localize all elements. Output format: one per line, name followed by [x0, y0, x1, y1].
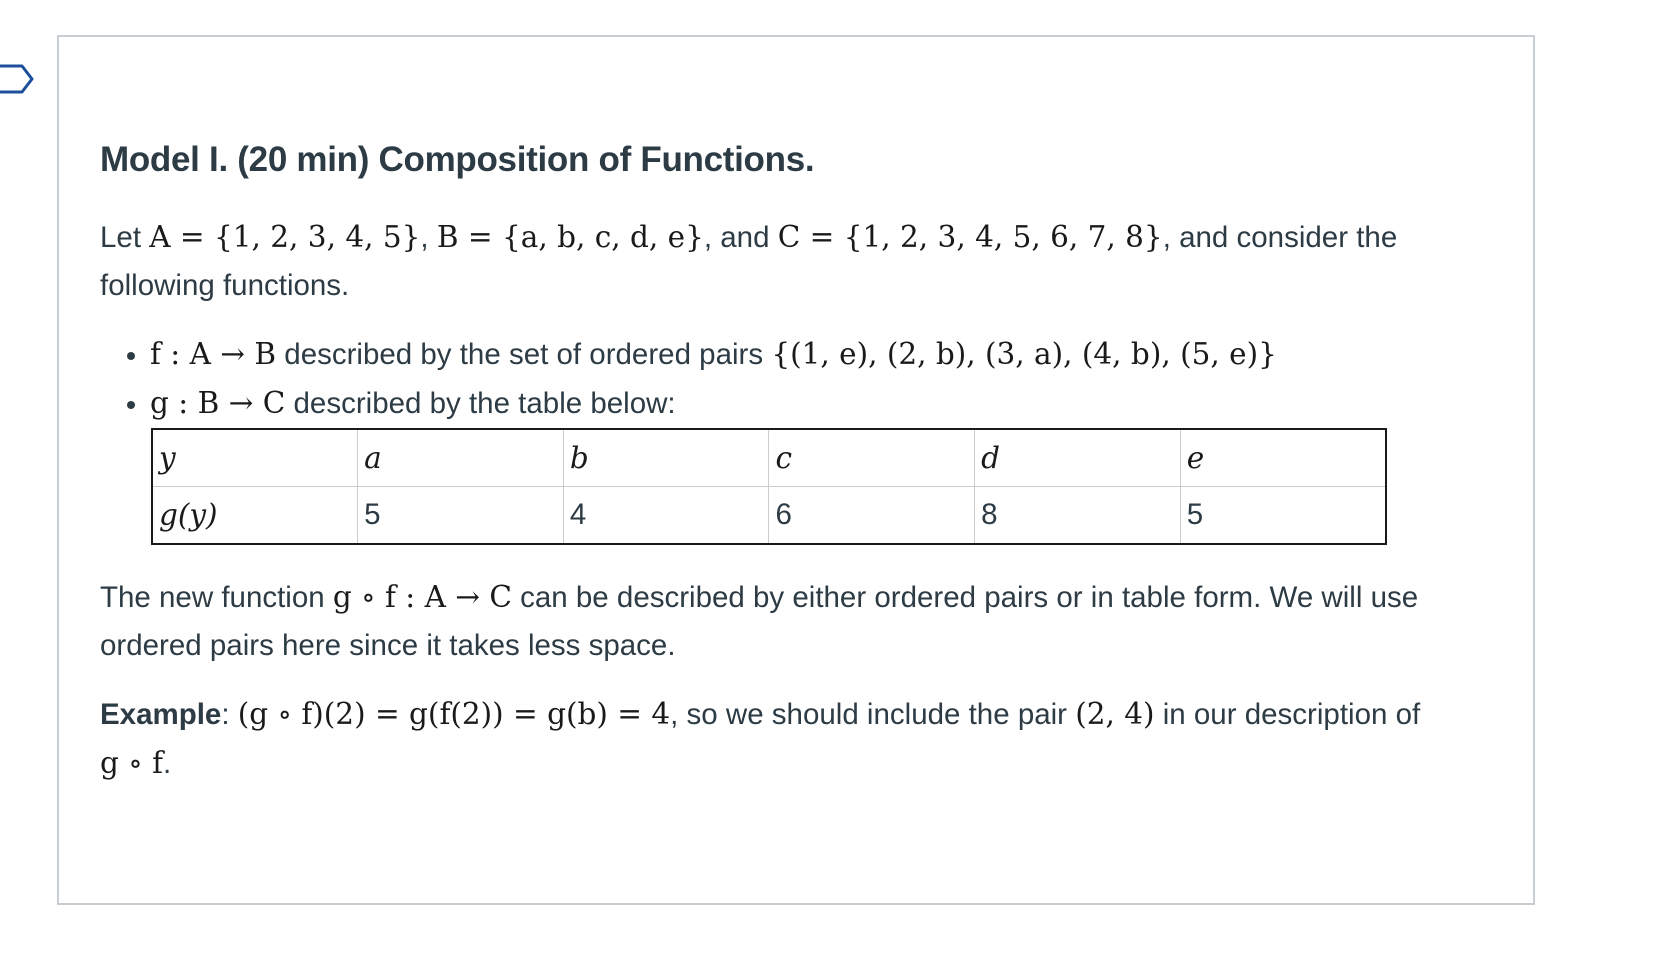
example-pair: (2, 4) — [1075, 697, 1155, 731]
example-fn: g ∘ f — [100, 746, 164, 780]
set-a-math: A = {1, 2, 3, 4, 5} — [149, 220, 421, 254]
composition-pre: The new function — [100, 581, 325, 614]
row-header-y: y — [152, 429, 358, 487]
intro-and: , and — [703, 221, 770, 254]
function-g-text: described by the table below: — [293, 387, 676, 420]
set-c-math: C = {1, 2, 3, 4, 5, 6, 7, 8} — [777, 220, 1163, 254]
table-cell-output: 5 — [358, 487, 564, 545]
example-paragraph — [100, 690, 1490, 788]
table-cell-output: 6 — [769, 487, 975, 545]
content-card — [57, 35, 1535, 905]
table-cell-input: a — [358, 429, 564, 487]
intro-paragraph — [100, 213, 1490, 310]
table-cell-output: 8 — [975, 487, 1181, 545]
bookmark-icon[interactable] — [0, 63, 36, 95]
composition-math: g ∘ f : A → C — [332, 580, 512, 614]
list-item-g — [150, 379, 1490, 428]
row-header-gy: g(y) — [152, 487, 358, 545]
table-cell-input: c — [769, 429, 975, 487]
intro-let: Let — [100, 221, 142, 254]
intro-comma: , — [420, 221, 429, 254]
example-label: Example — [100, 698, 222, 731]
composition-post: can be described by either ordered pairs or in table form. We will use ordered pairs here since it takes less space. — [100, 581, 1419, 662]
content-body — [100, 139, 1490, 788]
function-f-math: f : A → B — [150, 337, 277, 371]
set-b-math: B = {a, b, c, d, e} — [436, 220, 704, 254]
function-f-text: described by the set of ordered pairs — [284, 338, 764, 371]
table-cell-input: b — [563, 429, 769, 487]
table-cell-input: d — [975, 429, 1181, 487]
example-math: (g ∘ f)(2) = g(f(2)) = g(b) = 4 — [237, 697, 671, 731]
composition-paragraph — [100, 573, 1490, 670]
page-title: Model I. (20 min) Composition of Functions. — [100, 140, 815, 179]
table-row — [152, 429, 1386, 487]
example-colon: : — [221, 698, 230, 731]
intro-tail: , and consider the following functions. — [100, 221, 1398, 302]
example-period: . — [163, 747, 172, 780]
function-f-pairs: {(1, e), (2, b), (3, a), (4, b), (5, e)} — [771, 337, 1277, 371]
function-g-table — [151, 428, 1387, 545]
example-post: in our description of — [1162, 698, 1421, 731]
table-cell-output: 4 — [563, 487, 769, 545]
list-item-f — [150, 330, 1490, 379]
table-row — [152, 487, 1386, 545]
function-list — [100, 330, 1490, 428]
example-mid: , so we should include the pair — [670, 698, 1068, 731]
function-g-math: g : B → C — [150, 386, 286, 420]
table-cell-output: 5 — [1180, 487, 1386, 545]
table-cell-input: e — [1180, 429, 1386, 487]
